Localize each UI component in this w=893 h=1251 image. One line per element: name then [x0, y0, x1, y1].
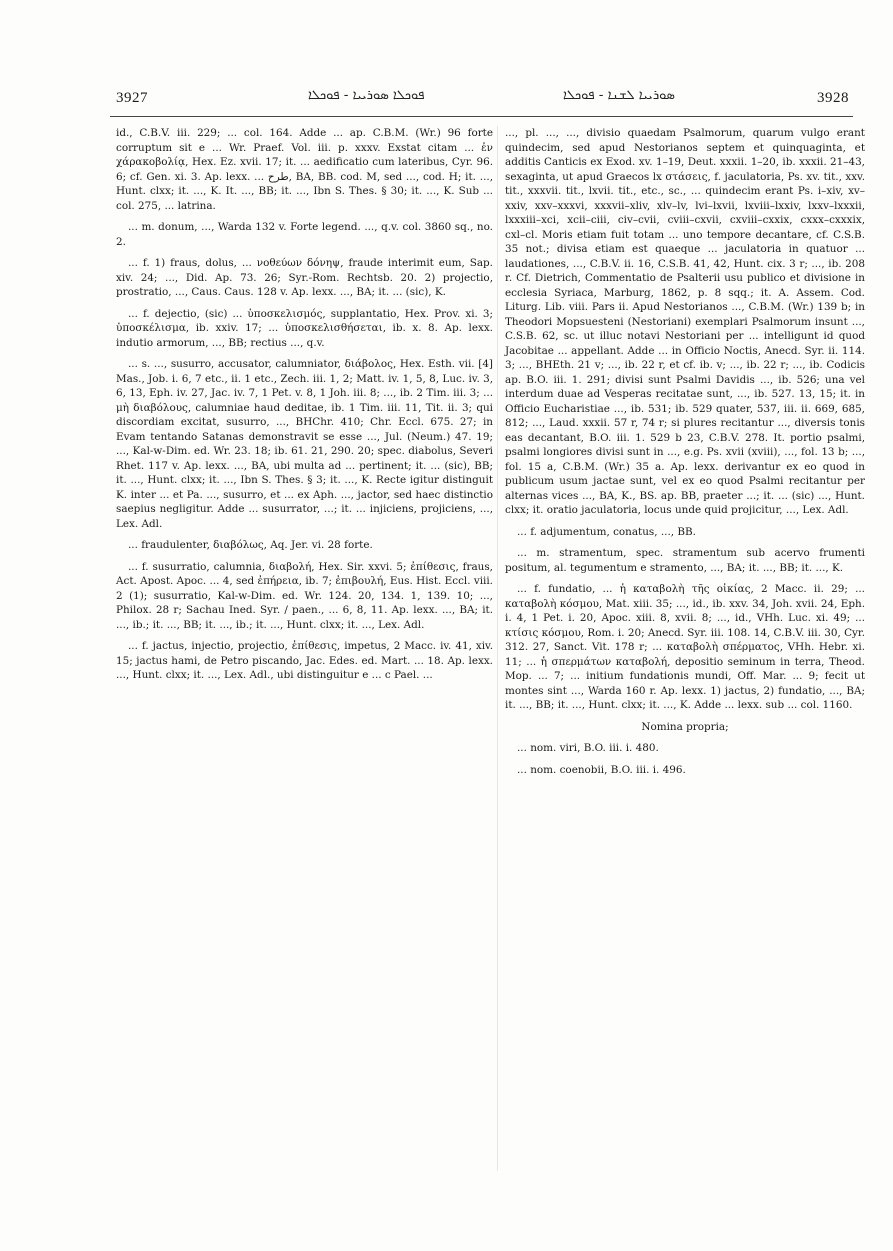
left-page-number: 3927	[116, 90, 148, 106]
entry-paragraph: ... f. adjumentum, conatus, ..., BB.	[517, 525, 696, 538]
entry-paragraph: ... f. susurratio, calumnia, διαβολή, Hex. Sir. xxvi. 5; ἐπίθεσις, fraus, Act. Apost. Apoc. ... 4, sed ἐπήρεια, ib. 7; ἐπιβουλή, Eus. Hist. Eccl. viii. 2 (1); susurratio, Kal-w-Dim. ed. Wr. 124. 20, 134. 1, 139. 10; ..., Philox. 28 r; Sachau Ined. Syr. / paen., ... 6, 8, 11. Ap. lexx. ..., BA; it. ..., ib.; it. ..., BB; it. ..., ib.; it. ..., Hunt. clxx; it. ..., Lex. Adl.	[116, 560, 493, 631]
entry-paragraph: ... m. donum, ..., Warda 132 v. Forte legend. ..., q.v. col. 3860 sq., no. 2.	[116, 221, 493, 248]
header-rule	[110, 116, 853, 117]
right-page-number: 3928	[817, 90, 849, 106]
entry-paragraph: ... f. 1) fraus, dolus, ... νοθεύων δόνηψ, fraude interimit eum, Sap. xiv. 24; ..., Did. Ap. 73. 26; Syr.-Rom. Rechtsb. 20. 2) projectio, prostratio, ..., Caus. Caus. 128 v. Ap. lexx. ..., BA; it. ... (sic), K.	[116, 257, 493, 298]
column-gutter	[497, 126, 498, 1171]
left-column	[116, 126, 493, 690]
right-column	[505, 126, 865, 784]
left-running-head: ܦܘܟܠܐ ܣܘܪܝܝܐ - ܦܘܟܠܐ	[308, 88, 425, 103]
entry-paragraph: ..., pl. ..., ..., divisio quaedam Psalmorum, quarum vulgo erant quindecim, sed apud Nestorianos septem et quinquaginta, et additis Canticis ex Exod. xv. 1–19, Deut. xxxii. 1–20, ib. xxxii. 21–43, sexaginta, ut apud Graecos lx στάσεις, f. jaculatoria, Ps. xv. tit., xxv. tit., xxxvii. tit., lxvii. tit., etc., sc., ... quindecim erant Ps. i–xiv, xv–xxiv, xxv–xxxvi, xxxvii–xliv, xlv–lv, lvi–lxvii, lxviii–lxxiv, lxxv–lxxxii, lxxxiii–xci, xcii–ciii, civ–cvii, cviii–cxvii, cxviii–cxxix, cxxx–cxxxix, cxl–cl. Moris etiam fuit totam ... uno tempore decantare, cf. C.S.B. 35 not.; divisa etiam est quaeque ... jaculatoria in quatuor ... laudationes, ..., C.B.V. ii. 16, C.S.B. 41, 42, Hunt. cix. 3 r; ..., ib. 208 r. Cf. Dietrich, Commentatio de Psalterii usu publico et divisione in ecclesia Syriaca, Marburg, 1862, p. 8 sqq.; it. A. Assem. Cod. Liturg. Lib. viii. Pars ii. Apud Nestorianos ..., C.B.M. (Wr.) 139 b; in Theodori Mopsuesteni (Nestoriani) exemplari Psalmorum insunt ..., C.S.B. 62, sc. ut illuc notavi Nestoriani per ... intelligunt id quod Jacobitae ... appellant. Adde ... in Officio Noctis, Anecd. Syr. ii. 114. 3; ..., BHEth. 21 v; ..., ib. 22 r, et cf. ib. v; ..., ib. 22 r; ..., ib. Codicis ap. B.O. iii. 1. 291; divisi sunt Psalmi Davidis ..., ib. 526; una vel interdum duae ad Vesperas recitatae sunt, ..., ib. 527. 13, 15; it. in Officio Eucharistiae ..., ib. 531; ib. 529 quater, 537, iii. ii. 669, 685, 812; ..., Laud. xxxii. 57 r, 74 r; si plures recitantur ..., diversis tonis eas decantant, B.O. iii. 1. 529 b 23, C.B.V. 278. It. portio psalmi, psalmi longiores divisi sunt in ..., e.g. Ps. xvii (xviii), ..., fol. 13 b; ..., fol. 15 a, C.B.M. (Wr.) 35 a. Ap. lexx. derivantur ex eo quod in publicum usum jactae sunt, vel ex eo quod Psalmi recitantur per alternas vices ..., BA, K., BS. ap. BB, praeter ...; it. ... (sic) ..., Hunt. clxx; it. oratio jaculatoria, locus unde quid projicitur, ..., Lex. Adl.	[505, 127, 865, 516]
page-header	[108, 86, 857, 114]
entry-paragraph: ... s. ..., susurro, accusator, calumniator, διάβολος, Hex. Esth. vii. [4] Mas., Job. i. 6, 7 etc., ii. 1 etc., Zech. iii. 1, 2; Matt. iv. 1, 5, 8, Luc. iv. 3, 6, 13, Eph. iv. 27, Jac. iv. 7, 1 Pet. v. 8, 1 Joh. iii. 8; ..., ib. 2 Tim. iii. 3; ... μὴ διαβόλους, calumniae haud deditae, ib. 1 Tim. iii. 11, Tit. ii. 3; qui discordiam excitat, susurro, ..., BHChr. 410; Chr. Eccl. 675. 27; in Evam tentando Satanas demonstravit se esse ..., Jul. (Neum.) 47. 19; ..., Kal-w-Dim. ed. Wr. 23. 18; ib. 61. 21, 290. 20; spec. diabolus, Severi Rhet. 117 v. Ap. lexx. ..., BA, ubi multa ad ... pertinent; it. ... (sic), BB; it. ..., Hunt. clxx; it. ..., Ibn S. Thes. § 3; it. ..., K. Recte igitur distinguit K. inter ... et Pa. ..., susurro, et ... ex Aph. ..., jactor, sed haec distinctio saepius negligitur. Adde ... susurrator, ...; it. ... injiciens, projiciens, ..., Lex. Adl.	[116, 358, 493, 530]
entry-paragraph: ... nom. coenobii, B.O. iii. i. 496.	[517, 763, 686, 776]
entry-paragraph: ... fraudulenter, διαβόλως, Aq. Jer. vi. 28 forte.	[128, 539, 373, 551]
entry-paragraph: ... nom. viri, B.O. iii. i. 480.	[517, 742, 659, 754]
entry-paragraph: ... f. dejectio, (sic) ... ὑποσκελισμός, supplantatio, Hex. Prov. xi. 3; ὑποσκέλισμα, ib. xxiv. 17; ... ὑποσκελισθήσεται, ib. x. 8. Ap. lexx. indutio armorum, ..., BB; rectius ..., q.v.	[116, 307, 493, 349]
section-heading: Nomina propria;	[641, 720, 729, 733]
entry-paragraph: id., C.B.V. iii. 229; ... col. 164. Adde ... ap. C.B.M. (Wr.) 96 forte corruptum sit e ... Wr. Praef. Vol. iii. p. xxxv. Exstat citam ... ἐν χάρακοβολίᾳ, Hex. Ez. xvii. 17; it. ... aedificatio cum lateribus, Cyr. 96. 6; cf. Gen. xi. 3. Ap. lexx. ... طرح, BA, BB. cod. M, sed ..., cod. H; it. ..., Hunt. clxx; it. ..., K. It. ..., BB; it. ..., Ibn S. Thes. § 30; it. ..., K. Sub ... col. 275, ... latrina.	[116, 127, 493, 212]
right-running-head: ܣܘܪܝܝܐ ܠܫܢܐ - ܦܘܟܠܐ	[563, 88, 675, 103]
entry-paragraph: ... f. fundatio, ... ἡ καταβολὴ τῆς οἰκίας, 2 Macc. ii. 29; ... καταβολὴ κόσμου, Mat. xiii. 35; ..., id., ib. xxv. 34, Joh. xvii. 24, Eph. i. 4, 1 Pet. i. 20, Apoc. xiii. 8, xvii. 8; ..., id., VHh. Luc. xi. 49; ... κτίσις κόσμου, Rom. i. 20; Anecd. Syr. iii. 108. 14, C.B.V. iii. 30, Cyr. 312. 27, Sanct. Vit. 178 r; ... καταβολὴ σπέρματος, VHh. Hebr. xi. 11; ... ἡ σπερμάτων καταβολή, depositio seminum in terra, Theod. Mop. ... 7; ... initium fundationis mundi, Off. Mar. ... 9; fecit ut montes sint ..., Warda 160 r. Ap. lexx. 1) jactus, 2) fundatio, ..., BA; it. ..., BB; it. ..., Hunt. clxx; it. ..., K. Adde ... lexx. sub ... col. 1160.	[505, 583, 866, 711]
entry-paragraph: ... f. jactus, injectio, projectio, ἐπίθεσις, impetus, 2 Macc. iv. 41, xiv. 15; jactus hami, de Petro piscando, Jac. Edes. ed. Mart. ... 18. Ap. lexx. ..., Hunt. clxx; it. ..., Lex. Adl., ubi distinguitur e ... c Pael. ...	[116, 640, 493, 681]
entry-paragraph: ... m. stramentum, spec. stramentum sub acervo frumenti positum, al. tegumentum e stramento, ..., BA; it. ..., BB; it. ..., K.	[505, 547, 865, 574]
